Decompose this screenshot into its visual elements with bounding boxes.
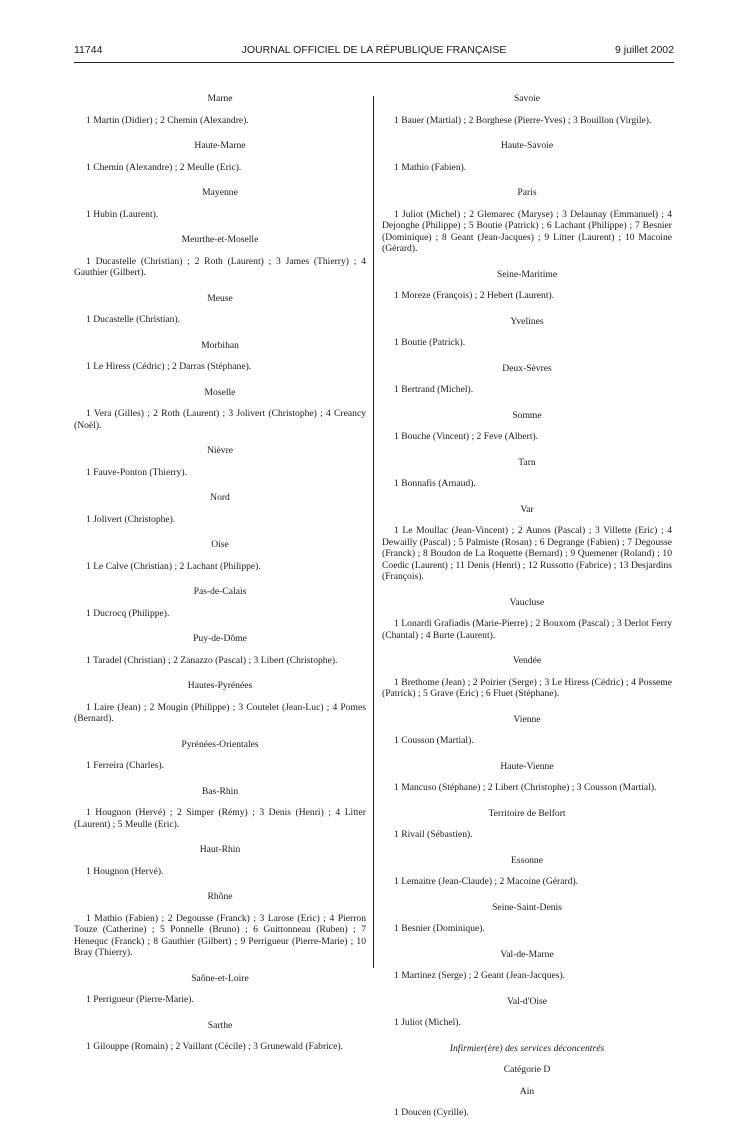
department-title: Meuse [207,292,233,304]
ranking-list: 1 Ferreira (Charles). [86,760,165,771]
ranking-list: 1 Le Calve (Christian) ; 2 Lachant (Philippe). [86,560,261,572]
department-title: Moselle [204,386,236,398]
department-section [74,445,366,478]
department-title: Saône-et-Loire [191,972,249,984]
department-title: Paris [517,187,537,198]
ranking-list: 1 Vera (Gilles) ; 2 Roth (Laurent) ; 3 Jolivert (Christophe) ; 4 Creancy (Noël). [74,408,366,431]
department-section [74,739,366,772]
department-section [382,187,672,255]
department-section [382,855,672,888]
ranking-list: 1 Rivail (Sébastien). [394,829,473,840]
department-title: Ain [519,1085,535,1097]
department-section [74,340,366,373]
department-section [74,973,366,1006]
department-section [74,293,366,326]
department-section [74,844,366,877]
ranking-list: 1 Hougnon (Hervé). [86,865,164,877]
ranking-list: 1 Juliot (Michel). [394,1017,461,1028]
ranking-list: 1 Martin (Didier) ; 2 Chemin (Alexandre). [86,114,249,126]
department-section [382,808,672,841]
department-title: Vaucluse [509,596,545,608]
department-section [382,93,672,126]
department-title: Yvelines [510,315,544,327]
department-section [74,680,366,725]
ranking-list: 1 Lemaitre (Jean-Claude) ; 2 Macoine (Gérard). [394,876,579,887]
department-title: Meurthe-et-Moselle [181,234,259,245]
ranking-list: 1 Boutie (Patrick). [394,337,466,348]
department-title: Nièvre [206,445,234,456]
ranking-list: 1 Jolivert (Christophe). [86,513,176,525]
ranking-list: 1 Bouche (Vincent) ; 2 Feve (Albert). [394,431,539,442]
department-section [382,316,672,349]
ranking-list: 1 Laire (Jean) ; 2 Mougin (Philippe) ; 3 Coutelet (Jean-Luc) ; 4 Pomes (Bernard). [74,701,366,724]
department-section [74,786,366,831]
department-section [74,586,366,619]
department-title: Pyrénées-Orientales [181,738,259,750]
department-section [382,269,672,302]
department-section [382,363,672,396]
department-section [382,761,672,794]
ranking-list: 1 Ducastelle (Christian). [86,314,181,325]
department-section [74,633,366,666]
ranking-list: 1 Lonardi Grafiadis (Marie-Pierre) ; 2 Bouxom (Pascal) ; 3 Derlot Ferry (Chantal) ; 4 Burte (Laurent). [382,618,672,641]
department-section [74,387,366,432]
department-title: Oise [211,539,229,550]
ranking-list: 1 Martinez (Serge) ; 2 Geant (Jean-Jacques). [394,970,566,981]
department-title: Haute-Savoie [500,140,554,151]
department-title: Haut-Rhin [199,844,241,855]
department-section [74,234,366,279]
department-section [382,902,672,935]
department-title: Vienne [513,713,541,725]
ranking-list: 1 Perrigueur (Pierre-Marie). [86,994,194,1005]
ranking-list: 1 Taradel (Christian) ; 2 Zanazzo (Pascal) ; 3 Libert (Christophe). [86,654,338,666]
page-header [74,44,674,60]
department-title: Rhône [207,891,233,902]
department-title: Essonne [511,854,543,866]
journal-title: JOURNAL OFFICIEL DE LA RÉPUBLIQUE FRANÇAISE [241,44,507,56]
department-section [74,1020,366,1053]
department-title: Seine-Saint-Denis [492,901,562,913]
department-title: Tarn [518,456,536,468]
ranking-list: 1 Besnier (Dominique). [394,923,485,934]
department-title: Bas-Rhin [201,785,239,797]
ranking-list: 1 Mathio (Fabien). [394,161,467,173]
page-number: 11744 [74,44,103,56]
ranking-list: 1 Moreze (François) ; 2 Hebert (Laurent). [394,290,555,301]
column-divider [373,96,374,968]
department-section [382,996,672,1029]
ranking-list: 1 Hubin (Laurent). [86,208,159,220]
department-section [382,655,672,700]
department-title: Somme [512,409,542,421]
department-title: Haute-Marne [194,140,246,151]
department-title: Var [520,503,534,515]
department-section [74,93,366,126]
publication-date: 9 juillet 2002 [615,44,674,56]
ranking-list: 1 Brethome (Jean) ; 2 Poirier (Serge) ; 3 Le Hiress (Cédric) ; 4 Posseme (Patrick) ; 5 Grave (Eric) ; 6 Fluet (Stéphane). [382,676,672,699]
ranking-list: 1 Ducastelle (Christian) ; 2 Roth (Laurent) ; 3 James (Thierry) ; 4 Gauthier (Gilbert). [74,255,366,278]
department-section [382,504,672,583]
right-column [382,93,672,1133]
header-rule [74,62,674,63]
department-title: Haute-Vienne [500,760,554,772]
ranking-list: 1 Bertrand (Michel). [394,384,474,395]
department-title: Nord [210,492,230,503]
department-title: Marne [207,93,233,104]
department-title: Savoie [513,93,541,104]
department-section [382,140,672,173]
department-section [74,140,366,173]
ranking-list: 1 Chemin (Alexandre) ; 2 Meulle (Eric). [86,161,242,173]
department-section [382,714,672,747]
ranking-list: 1 Hougnon (Hervé) ; 2 Simper (Rémy) ; 3 Denis (Henri) ; 4 Litter (Laurent) ; 5 Meulle (Eric). [74,807,366,830]
department-section [382,410,672,443]
department-title: Vendée [512,655,542,666]
department-title: Territoire de Belfort [488,807,566,819]
ranking-list: 1 Bonnafis (Arnaud). [394,478,476,489]
department-section [382,949,672,982]
ranking-list: 1 Juliot (Michel) ; 2 Glemarec (Maryse) ; 3 Delaunay (Emmanuel) ; 4 Dejonghe (Philippe) ; 5 Boutie (Patrick) ; 6 Lachant (Philippe) ; 7 Besnier (Dominique) ; 8 Geant (Jean-Jacques) ; 9 Litter (Laurent) ; 10 Macoine (Gérard). [382,208,672,254]
department-section [382,1086,672,1119]
department-title: Hautes-Pyrénées [187,680,253,691]
ranking-list: 1 Le Moullac (Jean-Vincent) ; 2 Aunos (Pascal) ; 3 Villette (Eric) ; 4 Dewailly (Pascal) ; 5 Palmiste (Rosan) ; 6 Degrange (Fabien) ; 7 Degousse (Franck) ; 8 Boudon de La Roquette (Bernard) ; 9 Quemener (Roland) ; 10 Coedic (Laurent) ; 11 Denis (Henri) ; 12 Russotto (Fabrice) ; 13 Desjardins (François). [382,525,672,582]
department-title: Deux-Sèvres [502,362,552,374]
department-title: Seine-Maritime [496,268,558,280]
department-title: Sarthe [207,1019,233,1031]
department-section [74,891,366,959]
department-title: Puy-de-Dôme [193,633,247,644]
ranking-list: 1 Gilouppe (Romain) ; 2 Vaillant (Cécile) ; 3 Grunewald (Fabrice). [86,1041,343,1052]
ranking-list: 1 Mathio (Fabien) ; 2 Degousse (Franck) ; 3 Larose (Eric) ; 4 Pierron Touze (Catherine) ; 5 Ponnelle (Bruno) ; 6 Guittonneau (Ruben) ; 7 Henequc (Franck) ; 8 Gauthier (Gilbert) ; 9 Perrigueur (Pierre-Marie) ; 10 Bray (Thierry). [74,912,366,958]
department-section [74,187,366,220]
category-heading: Catégorie D [503,1064,551,1075]
ranking-list: 1 Fauve-Ponton (Thierry). [86,466,187,478]
department-title: Mayenne [202,187,238,198]
ranking-list: 1 Ducrocq (Philippe). [86,607,170,619]
department-title: Val-d'Oise [506,995,548,1007]
department-title: Morbihan [201,339,239,351]
department-title: Pas-de-Calais [193,586,247,597]
department-section [382,597,672,642]
ranking-list: 1 Le Hiress (Cédric) ; 2 Darras (Stéphane). [86,361,252,372]
department-section [74,492,366,525]
department-title: Val-de-Marne [500,948,554,960]
department-section [74,539,366,572]
ranking-list: 1 Doucen (Cyrille). [394,1107,469,1118]
department-section [382,457,672,490]
ranking-list: 1 Bauer (Martial) ; 2 Borghese (Pierre-Yves) ; 3 Bouillon (Virgile). [394,114,652,126]
ranking-list: 1 Cousson (Martial). [394,735,474,746]
left-column [74,93,366,1067]
ranking-list: 1 Mancuso (Stéphane) ; 2 Libert (Christophe) ; 3 Cousson (Martial). [394,782,657,793]
subsection-heading: Infirmier(ère) des services déconcentrés [449,1042,605,1054]
